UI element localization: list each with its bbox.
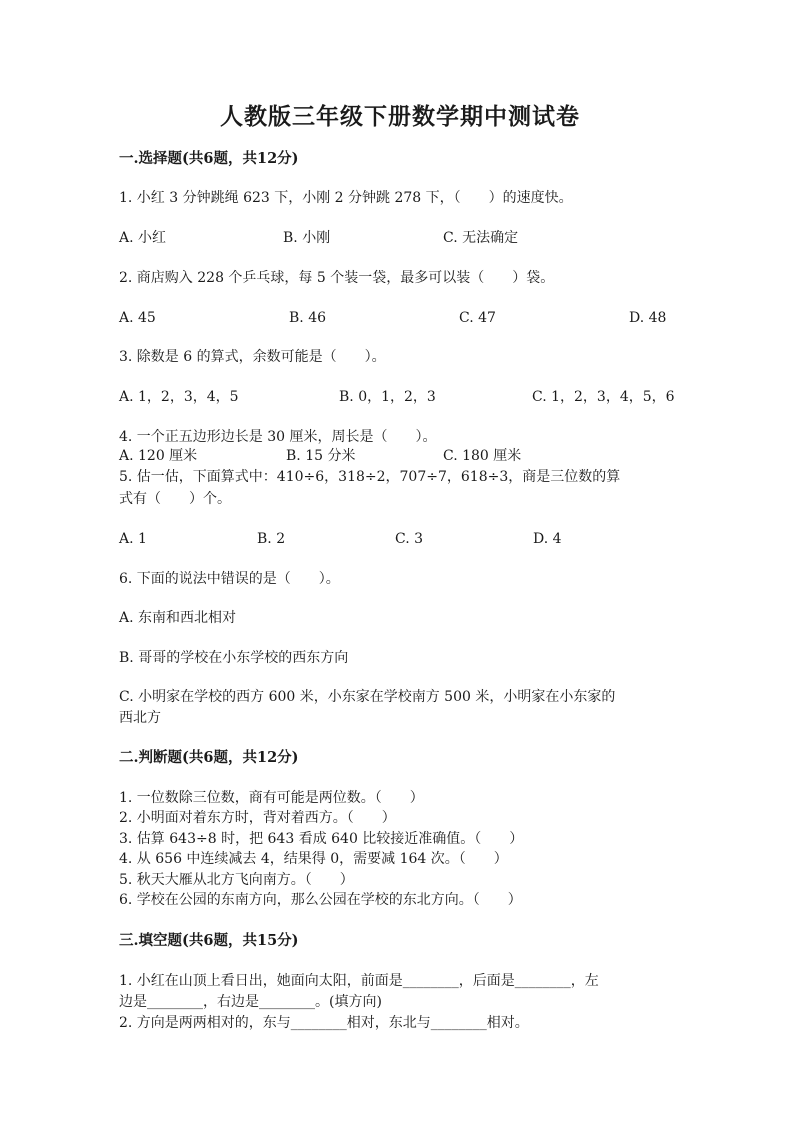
option-a: A. 东南和西北相对 bbox=[119, 610, 237, 626]
question-stem: 3. 除数是 6 的算式，余数可能是（ ）。 bbox=[119, 349, 386, 365]
option-a: A. 120 厘米 bbox=[119, 448, 198, 464]
question-stem: 5. 估一估，下面算式中：410÷6，318÷2，707÷7，618÷3，商是三位数的算 bbox=[119, 469, 621, 485]
question-stem: 6. 下面的说法中错误的是（ ）。 bbox=[119, 571, 340, 587]
section-heading-true-false: 二.判断题(共6题，共12分) bbox=[119, 749, 299, 766]
fill-blank-question-continued: 边是________，右边是________。(填方向) bbox=[119, 994, 382, 1010]
option-c: C. 1，2，3，4，5，6 bbox=[532, 389, 675, 405]
option-a: A. 1 bbox=[119, 531, 147, 547]
judgement-item: 1. 一位数除三位数，商有可能是两位数。（ ） bbox=[119, 790, 424, 806]
question-stem: 1. 小红 3 分钟跳绳 623 下，小刚 2 分钟跳 278 下，（ ）的速度快。 bbox=[119, 190, 573, 206]
fill-blank-question: 2. 方向是两两相对的，东与________相对，东北与________相对。 bbox=[119, 1015, 529, 1031]
question-stem: 2. 商店购入 228 个乒乓球，每 5 个装一袋，最多可以装（ ）袋。 bbox=[119, 270, 555, 286]
option-a: A. 1，2，3，4，5 bbox=[119, 389, 239, 405]
section-heading-choice: 一.选择题(共6题，共12分) bbox=[119, 150, 299, 167]
option-a: A. 小红 bbox=[119, 230, 167, 246]
option-c-continued: 西北方 bbox=[119, 710, 161, 726]
fill-blank-question: 1. 小红在山顶上看日出，她面向太阳，前面是________，后面是________，左 bbox=[119, 973, 599, 989]
judgement-item: 2. 小明面对着东方时，背对着西方。（ ） bbox=[119, 810, 396, 826]
option-c: C. 3 bbox=[395, 531, 424, 547]
option-c: C. 47 bbox=[459, 310, 496, 326]
page-title: 人教版三年级下册数学期中测试卷 bbox=[220, 103, 580, 130]
option-b: B. 2 bbox=[257, 531, 286, 547]
section-heading-fill-blank: 三.填空题(共6题，共15分) bbox=[119, 932, 299, 949]
option-b: B. 哥哥的学校在小东学校的西东方向 bbox=[119, 650, 349, 666]
option-b: B. 15 分米 bbox=[286, 448, 356, 464]
option-b: B. 小刚 bbox=[283, 230, 331, 246]
option-d: D. 48 bbox=[629, 310, 667, 326]
judgement-item: 4. 从 656 中连续减去 4，结果得 0，需要减 164 次。（ ） bbox=[119, 851, 508, 867]
question-stem: 4. 一个正五边形边长是 30 厘米，周长是（ ）。 bbox=[119, 429, 437, 445]
option-b: B. 46 bbox=[289, 310, 327, 326]
question-stem-continued: 式有（ ）个。 bbox=[119, 491, 231, 507]
option-a: A. 45 bbox=[119, 310, 156, 326]
option-b: B. 0，1，2，3 bbox=[339, 389, 436, 405]
judgement-item: 3. 估算 643÷8 时，把 643 看成 640 比较接近准确值。（ ） bbox=[119, 831, 524, 847]
option-c: C. 无法确定 bbox=[443, 230, 519, 246]
option-c: C. 180 厘米 bbox=[443, 448, 522, 464]
judgement-item: 5. 秋天大雁从北方飞向南方。（ ） bbox=[119, 872, 354, 888]
judgement-item: 6. 学校在公园的东南方向，那么公园在学校的东北方向。（ ） bbox=[119, 892, 522, 908]
option-d: D. 4 bbox=[533, 531, 562, 547]
option-c: C. 小明家在学校的西方 600 米，小东家在学校南方 500 米，小明家在小东家的 bbox=[119, 689, 616, 705]
